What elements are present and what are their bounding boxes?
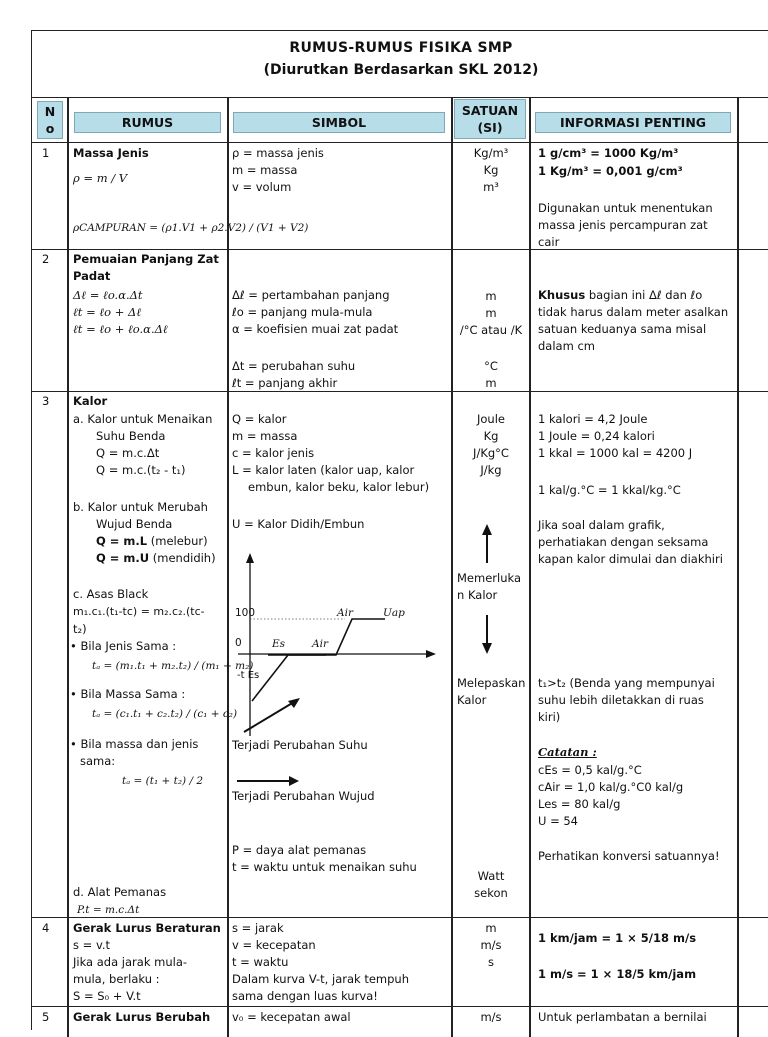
info-catatan-heading: Catatan : [538, 745, 597, 759]
row-title: Gerak Lurus Berubah [73, 1010, 211, 1024]
info: cair [538, 235, 560, 249]
row-title: Pemuaian Panjang Zat [73, 252, 219, 266]
arrow-up-icon [480, 523, 494, 565]
unit: m [485, 306, 497, 320]
symbol: v₀ = kecepatan awal [232, 1010, 351, 1024]
row-number: 5 [42, 1010, 50, 1024]
info: cAir = 1,0 kal/g.°C0 kal/g [538, 780, 684, 794]
symbol: v = volum [232, 180, 292, 194]
unit: m/s [480, 938, 502, 952]
symbol: L = kalor laten (kalor uap, kalor [232, 463, 415, 477]
info: 1 g/cm³ = 1000 Kg/m³ [538, 146, 679, 160]
symbol: α = koefisien muai zat padat [232, 322, 399, 336]
formula: b. Kalor untuk Merubah [73, 500, 208, 514]
formula: S = S₀ + V.t [73, 989, 141, 1003]
info: Jika soal dalam grafik, [538, 518, 665, 532]
graph-label: Air [312, 638, 328, 650]
header-no: N o [37, 101, 63, 139]
formula: sama: [80, 754, 116, 768]
info: tidak harus dalam meter asalkan [538, 305, 729, 319]
info: dalam cm [538, 339, 595, 353]
info: cEs = 0,5 kal/g.°C [538, 763, 642, 777]
unit: m [485, 921, 497, 935]
formula: s = v.t [73, 938, 111, 952]
formula: Suhu Benda [96, 429, 166, 443]
row-title: Padat [73, 269, 111, 283]
unit: Watt [477, 869, 505, 883]
info: Digunakan untuk menentukan [538, 201, 713, 215]
info: kiri) [538, 710, 561, 724]
unit: °C [484, 359, 498, 373]
info: t₁>t₂ (Benda yang mempunyai [538, 676, 715, 690]
info: 1 m/s = 1 × 18/5 km/jam [538, 967, 697, 981]
row-number: 3 [42, 394, 50, 408]
symbol: Dalam kurva V-t, jarak tempuh [232, 972, 409, 986]
formula: • Bila Massa Sama : [70, 687, 186, 701]
formula: c. Asas Black [73, 587, 149, 601]
symbol: m = massa [232, 163, 298, 177]
row-title: Massa Jenis [73, 146, 149, 160]
row-number: 1 [42, 146, 50, 160]
info: Les = 80 kal/g [538, 797, 621, 811]
unit: s [488, 955, 494, 969]
row-title: Kalor [73, 394, 108, 408]
document-page [31, 30, 768, 1030]
column-divider [529, 97, 531, 1037]
column-divider [737, 97, 739, 1037]
formula: tₐ = (m₁.t₁ + m₂.t₂) / (m₁ + m₂) [92, 660, 254, 672]
header-rumus: RUMUS [74, 112, 221, 133]
symbol: t = waktu untuk menaikan suhu [232, 860, 417, 874]
unit: J/Kg°C [473, 446, 509, 460]
formula: Q = m.c.Δt [96, 446, 160, 460]
symbol: m = massa [232, 429, 298, 443]
formula: Wujud Benda [96, 517, 173, 531]
formula: P.t = m.c.Δt [77, 904, 140, 916]
info: massa jenis percampuran zat [538, 218, 708, 232]
unit: Joule [477, 412, 505, 426]
graph-label: Uap [383, 607, 405, 619]
document-title: RUMUS-RUMUS FISIKA SMP [289, 40, 513, 56]
unit: Kg [483, 429, 499, 443]
formula: tₐ = (c₁.t₁ + c₂.t₂) / (c₁ + c₂) [92, 708, 238, 720]
divider [32, 917, 768, 918]
divider [32, 391, 768, 392]
row-number: 4 [42, 921, 50, 935]
formula: ρCAMPURAN = (ρ1.V1 + ρ2.V2) / (V1 + V2) [73, 222, 309, 234]
header-simbol: SIMBOL [233, 112, 445, 133]
symbol: embun, kalor beku, kalor lebur) [248, 480, 430, 494]
unit: /°C atau /K [459, 323, 523, 337]
graph-label: -t Es [237, 670, 260, 681]
info: Untuk perlambatan a bernilai [538, 1010, 707, 1024]
unit: Kg/m³ [473, 146, 509, 160]
symbol: s = jarak [232, 921, 284, 935]
formula: Δℓ = ℓo.α.Δt [73, 288, 143, 302]
symbol: t = waktu [232, 955, 289, 969]
symbol: Terjadi Perubahan Suhu [232, 738, 368, 752]
unit: Melepaskan [457, 676, 526, 690]
unit: m³ [483, 180, 499, 194]
formula: • Bila massa dan jenis [70, 737, 199, 751]
row-number: 2 [42, 252, 50, 266]
header-satuan: SATUAN (SI) [454, 99, 526, 139]
header-informasi: INFORMASI PENTING [535, 112, 731, 133]
info: kapan kalor dimulai dan diakhiri [538, 552, 723, 566]
symbol: c = kalor jenis [232, 446, 315, 460]
unit: Kg [483, 163, 499, 177]
document-subtitle: (Diurutkan Berdasarkan SKL 2012) [263, 62, 539, 78]
info: 1 kal/g.°C = 1 kkal/kg.°C [538, 483, 681, 497]
unit: m [485, 289, 497, 303]
info: perhatiakan dengan seksama [538, 535, 709, 549]
unit: n Kalor [457, 588, 498, 602]
column-divider [67, 97, 69, 1037]
info: 1 Kg/m³ = 0,001 g/cm³ [538, 164, 683, 178]
unit: J/kg [480, 463, 502, 477]
info: U = 54 [538, 814, 578, 828]
info: 1 kalori = 4,2 Joule [538, 412, 648, 426]
info: suhu lebih diletakkan di ruas [538, 693, 704, 707]
symbol: ℓo = panjang mula-mula [232, 305, 373, 319]
formula: Q = m.U (mendidih) [96, 551, 216, 565]
formula: mula, berlaku : [73, 972, 160, 986]
info: satuan keduanya sama misal [538, 322, 707, 336]
symbol: Δℓ = pertambahan panjang [232, 288, 390, 302]
unit: m/s [480, 1010, 502, 1024]
divider [32, 142, 768, 143]
graph-label: Air [337, 607, 353, 619]
divider [32, 97, 768, 98]
graph-label: 100 [235, 607, 256, 619]
divider [32, 249, 768, 250]
symbol: v = kecepatan [232, 938, 316, 952]
arrow-down-icon [480, 613, 494, 655]
formula: a. Kalor untuk Menaikan [73, 412, 213, 426]
info: 1 kkal = 1000 kal = 4200 J [538, 446, 693, 460]
graph-label: Es [272, 638, 286, 650]
divider [32, 1006, 768, 1007]
formula: d. Alat Pemanas [73, 885, 167, 899]
symbol: ℓt = panjang akhir [232, 376, 338, 390]
row-title: Gerak Lurus Beraturan [73, 921, 221, 935]
unit: Memerluka [457, 571, 521, 585]
title-block [32, 31, 768, 97]
formula: • Bila Jenis Sama : [70, 639, 177, 653]
phase-change-arrow-icon [235, 774, 305, 788]
temperature-change-arrow-icon [242, 696, 312, 736]
formula: tₐ = (t₁ + t₂) / 2 [122, 775, 204, 787]
info: Perhatikan konversi satuannya! [538, 849, 720, 863]
symbol: sama dengan luas kurva! [232, 989, 378, 1003]
formula: m₁.c₁.(t₁-tc) = m₂.c₂.(tc- [73, 605, 205, 618]
symbol: Terjadi Perubahan Wujud [232, 789, 375, 803]
formula: Q = m.c.(t₂ - t₁) [96, 463, 186, 477]
symbol: P = daya alat pemanas [232, 843, 367, 857]
symbol: U = Kalor Didih/Embun [232, 517, 365, 531]
formula: Q = m.L (melebur) [96, 534, 208, 548]
graph-label: 0 [235, 637, 242, 649]
info: Khusus bagian ini Δℓ dan ℓo [538, 288, 703, 302]
formula: ℓt = ℓo + Δℓ [73, 305, 142, 319]
formula: t₂) [73, 622, 87, 636]
formula: Jika ada jarak mula- [73, 955, 188, 969]
formula: ℓt = ℓo + ℓo.α.Δℓ [73, 322, 168, 336]
info: 1 km/jam = 1 × 5/18 m/s [538, 931, 697, 945]
formula: ρ = m / V [73, 171, 128, 185]
unit: Kalor [457, 693, 487, 707]
symbol: ρ = massa jenis [232, 146, 324, 160]
unit: m [485, 376, 497, 390]
symbol: Δt = perubahan suhu [232, 359, 356, 373]
symbol: Q = kalor [232, 412, 287, 426]
column-divider [227, 97, 229, 1037]
info: 1 Joule = 0,24 kalori [538, 429, 655, 443]
unit: sekon [474, 886, 508, 900]
